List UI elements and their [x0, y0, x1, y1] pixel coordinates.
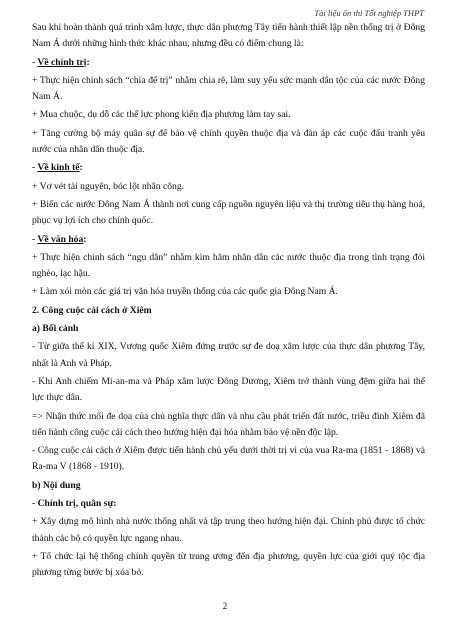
politics-item-2: + Mua chuộc, dụ dỗ các thế lực phong kiến địa phương làm tay sai.	[32, 109, 291, 121]
heading-economy	[32, 160, 425, 176]
politics-military-item-1: + Xây dựng mô hình nhà nước thống nhất và tập trung theo hướng hiện đại. Chính phủ được tổ chức thành các bộ có quyền lực ngang nhau.	[32, 516, 425, 544]
heading-colon: :	[79, 162, 83, 174]
economy-item-1: + Vơ vét tài nguyên, bóc lột nhân công.	[32, 180, 185, 192]
page-number: 2	[222, 601, 228, 611]
heading-dash: -	[32, 56, 38, 68]
context-item-3: - Công cuộc cải cách ở Xiêm được tiến hành chủ yếu dưới thời trị vì của vua Ra-ma (1851 - 1868) và Ra-ma V (1868 - 1910).	[32, 445, 425, 473]
subheading-context: a) Bối cảnh	[32, 323, 79, 335]
context-conclusion: => Nhận thức mối đe dọa của chủ nghĩa thực dân và nhu cầu phát triển đất nước, triều đình Xiêm đã tiến hành công cuộc cải cách theo hướng hiện đại hóa nhằm bảo vệ nền độc lập.	[32, 410, 425, 438]
politics-item-1: + Thực hiện chính sách “chia để trị” nhằm chia rẽ, làm suy yếu sức mạnh dân tộc của các nước Đông Nam Á.	[32, 74, 425, 103]
page-content	[32, 20, 425, 584]
culture-item-1: + Thực hiện chính sách “ngu dân” nhằm kìm hãm nhân dân các nước thuộc địa trong tình trạng đói nghèo, lạc hậu.	[32, 251, 425, 280]
heading-economy-label: Về kinh tế	[37, 162, 80, 174]
page-header: Tài liệu ôn thi Tốt nghiệp THPT	[314, 8, 424, 18]
subheading-content: b) Nội dung	[32, 479, 81, 491]
heading-politics-label: Về chính trị	[37, 56, 87, 68]
intro-paragraph: Sau khi hoàn thành quá trình xâm lược, thực dân phương Tây tiến hành thiết lập nền thống trị ở Đông Nam Á dưới những hình thức khác nhau, nhưng đều có điểm chung là:	[32, 22, 425, 50]
heading-dash: -	[32, 233, 38, 245]
politics-military-item-2: + Tổ chức lại hệ thống chính quyền từ trung ương đến địa phương, quyền lực của giới quý tộc địa phương từng bước bị xóa bỏ.	[32, 550, 425, 579]
economy-item-2: + Biến các nước Đông Nam Á thành nơi cung cấp nguồn nguyên liệu và thị trường tiêu thụ hàng hoá, phục vụ lợi ích cho chính quốc.	[32, 198, 425, 227]
context-item-1: - Từ giữa thế kỉ XIX, Vương quốc Xiêm đứng trước sự đe doạ xâm lược của thực dân phương Tây, nhất là Anh và Pháp.	[32, 341, 425, 369]
politics-item-3: + Tăng cường bộ máy quân sự để bảo vệ chính quyền thuộc địa và đàn áp các cuộc đấu tranh yêu nước của nhân dân thuộc địa.	[32, 127, 425, 156]
section-heading-2: 2. Công cuộc cải cách ở Xiêm	[32, 304, 152, 316]
heading-culture	[32, 232, 425, 248]
heading-culture-label: Về văn hóa	[37, 233, 84, 245]
heading-dash: -	[32, 162, 38, 174]
heading-politics-military: - Chính trị, quân sự:	[32, 498, 117, 510]
culture-item-2: + Làm xói mòn các giá trị văn hóa truyền thống của các quốc gia Đông Nam Á.	[32, 286, 338, 298]
context-item-2: - Khi Anh chiếm Mi-an-ma và Pháp xâm lược Đông Dương, Xiêm trở thành vùng đệm giữa hai thế lực thực dân.	[32, 375, 425, 404]
heading-colon: :	[83, 233, 87, 245]
heading-politics	[32, 55, 425, 71]
heading-colon: :	[86, 56, 90, 68]
